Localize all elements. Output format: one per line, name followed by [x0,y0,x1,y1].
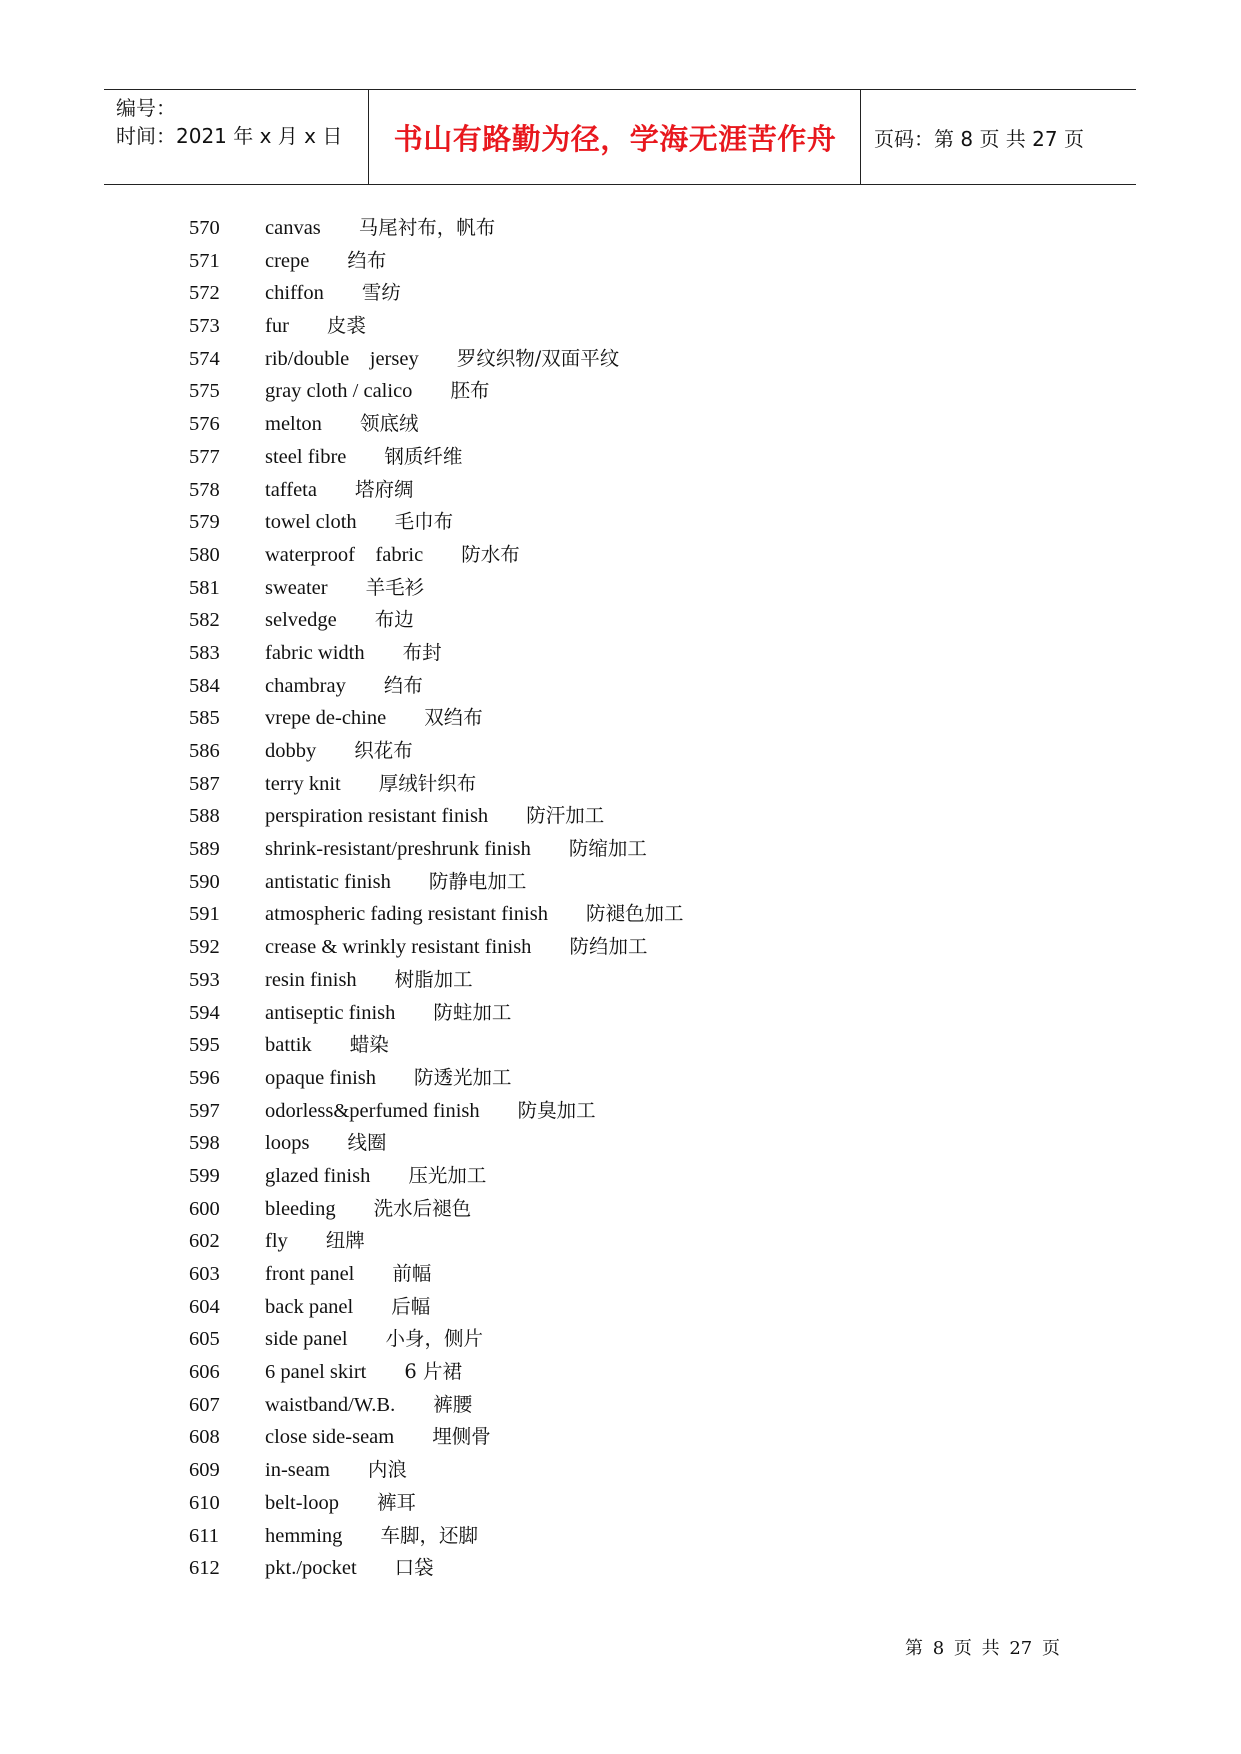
entry-english-term: shrink-resistant/preshrunk finish [265,838,531,861]
entry-chinese-term: 防透光加工 [414,1065,512,1089]
entry-chinese-term: 内浪 [367,1458,407,1482]
entry-chinese-term: 织花布 [354,739,413,762]
entry-english-term: sweater [265,576,328,599]
entry-number: 579 [189,511,220,534]
entry-number: 570 [189,217,220,239]
entry-english-term: waterproof fabric [265,543,424,566]
entry-chinese-term: 后幅 [391,1294,431,1318]
page-footer: 第 8 页 共 27 页 [905,1638,1060,1659]
entry-number: 606 [189,1361,220,1384]
header-page-info: 页码：第 8 页 共 27 页 [874,126,1084,151]
entry-number: 602 [189,1230,220,1253]
entry-english-term: steel fibre [265,445,347,468]
glossary-entry [189,1062,683,1095]
entry-english-term: battik [265,1034,312,1057]
glossary-entry [189,375,683,408]
entry-chinese-term: 布封 [402,640,442,664]
entry-chinese-term: 6 片裙 [404,1360,462,1384]
entry-number: 610 [189,1491,220,1514]
entry-chinese-term: 羊毛衫 [365,575,425,599]
entry-chinese-term: 口袋 [394,1556,434,1580]
header-divider [368,90,369,184]
entry-number: 581 [189,576,220,599]
entry-chinese-term: 防水布 [461,542,520,566]
entry-number: 572 [189,282,220,305]
entry-number: 584 [189,674,220,697]
entry-number: 586 [189,740,220,762]
glossary-entry [189,702,683,735]
entry-chinese-term: 压光加工 [408,1163,487,1187]
entry-english-term: towel cloth [265,511,357,534]
entry-english-term: melton [265,413,322,436]
glossary-entry [189,997,683,1030]
entry-chinese-term: 防蛀加工 [433,1000,512,1024]
entry-chinese-term: 绉布 [347,248,387,272]
entry-english-term: close side-seam [265,1426,395,1449]
glossary-entry [189,800,683,833]
entry-english-term: resin finish [265,968,357,991]
document-time: 时间：2021 年 x 月 x 日 [116,124,343,148]
entry-number: 605 [189,1328,220,1351]
entry-english-term: loops [265,1132,310,1155]
entry-number: 597 [189,1099,220,1122]
entry-chinese-term: 防缩加工 [568,837,647,861]
entry-chinese-term: 马尾衬布，帆布 [358,216,496,239]
entry-chinese-term: 埋侧骨 [432,1425,491,1449]
entry-number: 609 [189,1459,220,1482]
header-divider [860,90,861,184]
entry-number: 595 [189,1034,220,1057]
entry-english-term: vrepe de-chine [265,707,387,730]
glossary-entry [189,245,683,278]
glossary-entry [189,474,683,507]
entry-number: 580 [189,543,220,566]
entry-chinese-term: 裤耳 [377,1490,417,1514]
entry-number: 571 [189,249,220,272]
entry-number: 612 [189,1557,220,1580]
glossary-entry [189,637,683,670]
entry-chinese-term: 洗水后褪色 [373,1196,472,1220]
entry-number: 576 [189,413,220,436]
entry-number: 596 [189,1066,220,1089]
entry-chinese-term: 树脂加工 [394,967,473,991]
entry-english-term: fur [265,315,289,338]
entry-number: 575 [189,380,220,403]
header-motto: 书山有路勤为径，学海无涯苦作舟 [393,121,837,156]
entry-english-term: antistatic finish [265,870,391,893]
entry-number: 573 [189,315,220,338]
entry-chinese-term: 裤腰 [433,1392,473,1416]
entry-chinese-term: 双绉布 [424,706,483,730]
entry-chinese-term: 车脚，还脚 [380,1523,478,1547]
entry-chinese-term: 厚绒针织布 [378,771,477,795]
entry-english-term: bleeding [265,1197,336,1220]
entry-english-term: chiffon [265,282,324,305]
glossary-entry [189,1193,683,1226]
entry-number: 607 [189,1393,220,1416]
entry-english-term: waistband/W.B. [265,1393,396,1416]
entry-chinese-term: 蜡染 [349,1033,389,1057]
glossary-entry [189,1029,683,1062]
page-header [104,89,1136,185]
entry-number: 585 [189,707,220,730]
entry-number: 577 [189,445,220,468]
entry-chinese-term: 毛巾布 [394,510,454,534]
glossary-entry [189,1127,683,1160]
entry-chinese-term: 防褪色加工 [585,902,684,926]
entry-english-term: 6 panel skirt [265,1361,367,1384]
glossary-entry [189,1225,683,1258]
entry-english-term: fly [265,1230,288,1253]
entry-english-term: antiseptic finish [265,1001,396,1024]
entry-chinese-term: 皮裘 [326,314,366,338]
glossary-entry [189,931,683,964]
entry-english-term: front panel [265,1263,355,1285]
header-meta [116,90,366,184]
document-number-label: 编号： [116,96,176,120]
glossary-entry [189,1389,683,1422]
entry-number: 598 [189,1132,220,1155]
entry-number: 591 [189,903,220,926]
entry-english-term: selvedge [265,609,337,632]
glossary-entry [189,1095,683,1128]
entry-english-term: side panel [265,1328,348,1351]
entry-english-term: chambray [265,674,346,697]
entry-chinese-term: 线圈 [347,1131,387,1155]
entry-english-term: fabric width [265,641,365,664]
entry-number: 593 [189,968,220,991]
glossary-entry [189,735,683,768]
glossary-entry [189,310,683,343]
entry-english-term: perspiration resistant finish [265,805,489,828]
glossary-entry [189,898,683,931]
glossary-entry [189,539,683,572]
entry-chinese-term: 前幅 [392,1262,432,1285]
glossary-entry [189,964,683,997]
entry-chinese-term: 绉布 [383,673,423,697]
glossary-entry [189,506,683,539]
entry-english-term: hemming [265,1524,343,1547]
entry-number: 603 [189,1263,220,1285]
glossary-entry [189,212,683,245]
entry-number: 594 [189,1001,220,1024]
entry-english-term: opaque finish [265,1066,377,1089]
entry-chinese-term: 小身，侧片 [385,1327,484,1351]
entry-english-term: atmospheric fading resistant finish [265,903,548,926]
entry-english-term: canvas [265,217,321,239]
entry-number: 600 [189,1197,220,1220]
glossary-entry [189,343,683,376]
glossary-entry [189,572,683,605]
entry-number: 582 [189,609,220,632]
glossary-entry [189,768,683,801]
glossary-entry [189,833,683,866]
entry-number: 604 [189,1295,220,1318]
glossary-entry [189,1552,683,1585]
glossary-entry [189,1356,683,1389]
glossary-list [189,212,683,1585]
entry-english-term: rib/double jersey [265,347,419,370]
glossary-entry [189,866,683,899]
entry-number: 589 [189,838,220,861]
entry-english-term: crepe [265,249,310,272]
entry-number: 590 [189,870,220,893]
entry-chinese-term: 雪纺 [361,281,401,305]
entry-chinese-term: 塔府绸 [354,477,414,501]
entry-chinese-term: 罗纹织物/双面平纹 [456,346,620,370]
glossary-entry [189,1323,683,1356]
entry-english-term: taffeta [265,478,317,501]
entry-chinese-term: 防臭加工 [517,1098,596,1122]
entry-number: 578 [189,478,220,501]
entry-chinese-term: 防绉加工 [569,935,648,959]
entry-chinese-term: 胚布 [450,379,490,403]
glossary-entry [189,1421,683,1454]
entry-chinese-term: 防静电加工 [428,869,527,893]
glossary-entry [189,1520,683,1553]
entry-english-term: gray cloth / calico [265,380,413,403]
entry-english-term: belt-loop [265,1491,340,1514]
entry-chinese-term: 防汗加工 [526,804,605,828]
entry-english-term: crease & wrinkly resistant finish [265,936,532,959]
glossary-entry [189,1258,683,1291]
entry-number: 608 [189,1426,220,1449]
glossary-entry [189,277,683,310]
glossary-entry [189,441,683,474]
entry-chinese-term: 布边 [374,608,414,632]
entry-english-term: glazed finish [265,1164,371,1187]
entry-number: 611 [189,1524,219,1547]
entry-number: 588 [189,805,220,828]
glossary-entry [189,1487,683,1520]
glossary-entry [189,408,683,441]
glossary-entry [189,1454,683,1487]
entry-chinese-term: 领底绒 [359,412,419,436]
entry-chinese-term: 纽牌 [325,1229,365,1253]
entry-number: 574 [189,347,220,370]
entry-number: 583 [189,641,220,664]
glossary-entry [189,1160,683,1193]
entry-english-term: back panel [265,1295,354,1318]
glossary-entry [189,670,683,703]
entry-number: 592 [189,936,220,959]
entry-english-term: in-seam [265,1459,330,1482]
entry-english-term: dobby [265,740,317,762]
entry-english-term: terry knit [265,772,341,795]
entry-number: 587 [189,772,220,795]
entry-english-term: pkt./pocket [265,1557,357,1580]
entry-english-term: odorless&perfumed finish [265,1099,480,1122]
glossary-entry [189,1291,683,1324]
entry-number: 599 [189,1164,220,1187]
entry-chinese-term: 钢质纤维 [384,444,463,468]
glossary-entry [189,604,683,637]
